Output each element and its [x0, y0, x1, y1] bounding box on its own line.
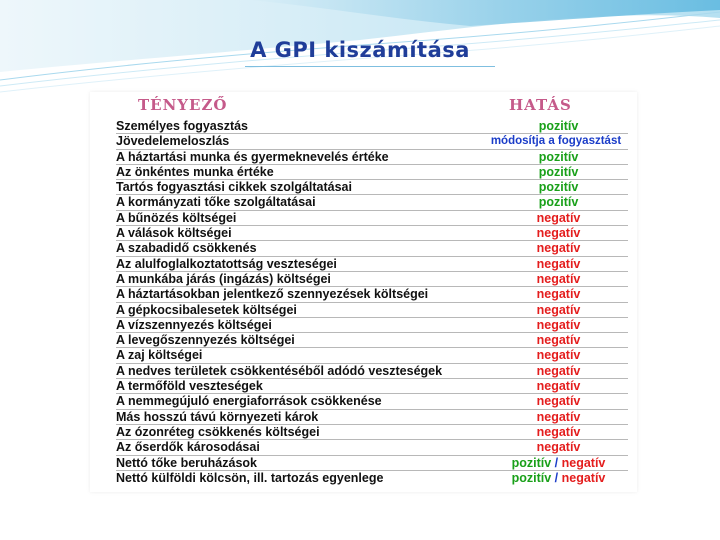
factor-label: Más hosszú távú környezeti károk: [116, 409, 319, 424]
effect-label: pozitív: [538, 149, 579, 164]
effect-label: negatív: [536, 302, 581, 317]
factor-label: Személyes fogyasztás: [116, 119, 249, 133]
slide-title: A GPI kiszámítása: [250, 38, 470, 62]
factor-label: A kormányzati tőke szolgáltatásai: [116, 195, 316, 210]
effect-label: negatív: [536, 348, 581, 363]
factor-label: A szabadidő csökkenés: [116, 241, 257, 256]
title-underline: [245, 66, 495, 67]
table-row: [116, 318, 628, 333]
factor-label: A nedves területek csökkentéséből adódó veszteségek: [116, 363, 443, 378]
effect-label: negatív: [536, 241, 581, 256]
gpi-factor-table: [90, 92, 637, 492]
factor-label: A termőföld veszteségek: [116, 379, 263, 394]
factor-label: Az ózonréteg csökkenés költségei: [116, 424, 320, 439]
table-row: [116, 211, 628, 226]
factor-rows: [116, 119, 628, 486]
table-row: [116, 119, 628, 134]
table-row: [116, 241, 628, 256]
table-row: [116, 134, 628, 149]
effect-negative: negatív: [561, 470, 606, 485]
table-row: [116, 425, 628, 440]
factor-label: A háztartásokban jelentkező szennyezések költségei: [116, 287, 429, 302]
table-row: [116, 180, 628, 195]
effect-label: negatív: [536, 379, 581, 394]
factor-label: A gépkocsibalesetek költségei: [116, 302, 297, 317]
factor-label: Nettó tőke beruházások: [116, 455, 258, 470]
effect-label: negatív: [536, 210, 581, 225]
effect-label: negatív: [536, 287, 581, 302]
effect-column-header: HATÁS: [509, 96, 572, 114]
factor-label: Tartós fogyasztási cikkek szolgáltatásai: [116, 180, 352, 195]
table-row: [116, 226, 628, 241]
factor-label: A nemmegújuló energiaforrások csökkenése: [116, 394, 382, 409]
factor-label: A válások költségei: [116, 226, 232, 241]
table-row: [116, 379, 628, 394]
effect-separator: /: [551, 455, 562, 470]
effect-label: pozitív: [538, 119, 579, 133]
effect-label: negatív: [536, 333, 581, 348]
effect-label: negatív: [536, 409, 581, 424]
factor-label: A vízszennyezés költségei: [116, 317, 272, 332]
effect-label: módosítja a fogyasztást: [490, 135, 622, 148]
table-row: [116, 195, 628, 210]
table-row: [116, 471, 628, 486]
table-row: [116, 364, 628, 379]
factor-label: A munkába járás (ingázás) költségei: [116, 271, 331, 286]
effect-label: negatív: [536, 226, 581, 241]
table-row: [116, 287, 628, 302]
effect-label: pozitív: [538, 195, 579, 210]
effect-label: negatív: [536, 271, 581, 286]
effect-label: [491, 456, 626, 470]
factor-label: A bűnözés költségei: [116, 210, 237, 225]
factor-label: Az alulfoglalkoztatottság veszteségei: [116, 256, 337, 271]
effect-label: negatív: [536, 440, 581, 455]
effect-label: [491, 471, 626, 485]
factor-label: A levegőszennyezés költségei: [116, 333, 295, 348]
table-row: [116, 394, 628, 409]
effect-label: pozitív: [538, 180, 579, 195]
table-row: [116, 348, 628, 363]
factor-label: A háztartási munka és gyermeknevelés értéke: [116, 149, 389, 164]
table-row: [116, 257, 628, 272]
effect-label: negatív: [536, 394, 581, 409]
effect-label: negatív: [536, 424, 581, 439]
table-row: [116, 410, 628, 425]
effect-positive: pozitív: [511, 455, 552, 470]
factor-column-header: TÉNYEZŐ: [138, 96, 228, 114]
effect-positive: pozitív: [511, 470, 552, 485]
factor-label: Az őserdők károsodásai: [116, 440, 260, 455]
table-row: [116, 456, 628, 471]
table-row: [116, 440, 628, 455]
table-row: [116, 150, 628, 165]
effect-label: pozitív: [538, 164, 579, 179]
table-row: [116, 165, 628, 180]
table-row: [116, 333, 628, 348]
effect-label: negatív: [536, 256, 581, 271]
table-row: [116, 303, 628, 318]
effect-label: negatív: [536, 363, 581, 378]
table-row: [116, 272, 628, 287]
factor-label: Jövedelemeloszlás: [116, 134, 230, 149]
factor-label: Nettó külföldi kölcsön, ill. tartozás egyenlege: [116, 470, 384, 485]
factor-label: Az önkéntes munka értéke: [116, 164, 274, 179]
factor-label: A zaj költségei: [116, 348, 203, 363]
effect-label: negatív: [536, 317, 581, 332]
effect-separator: /: [551, 470, 562, 485]
effect-negative: negatív: [561, 455, 606, 470]
